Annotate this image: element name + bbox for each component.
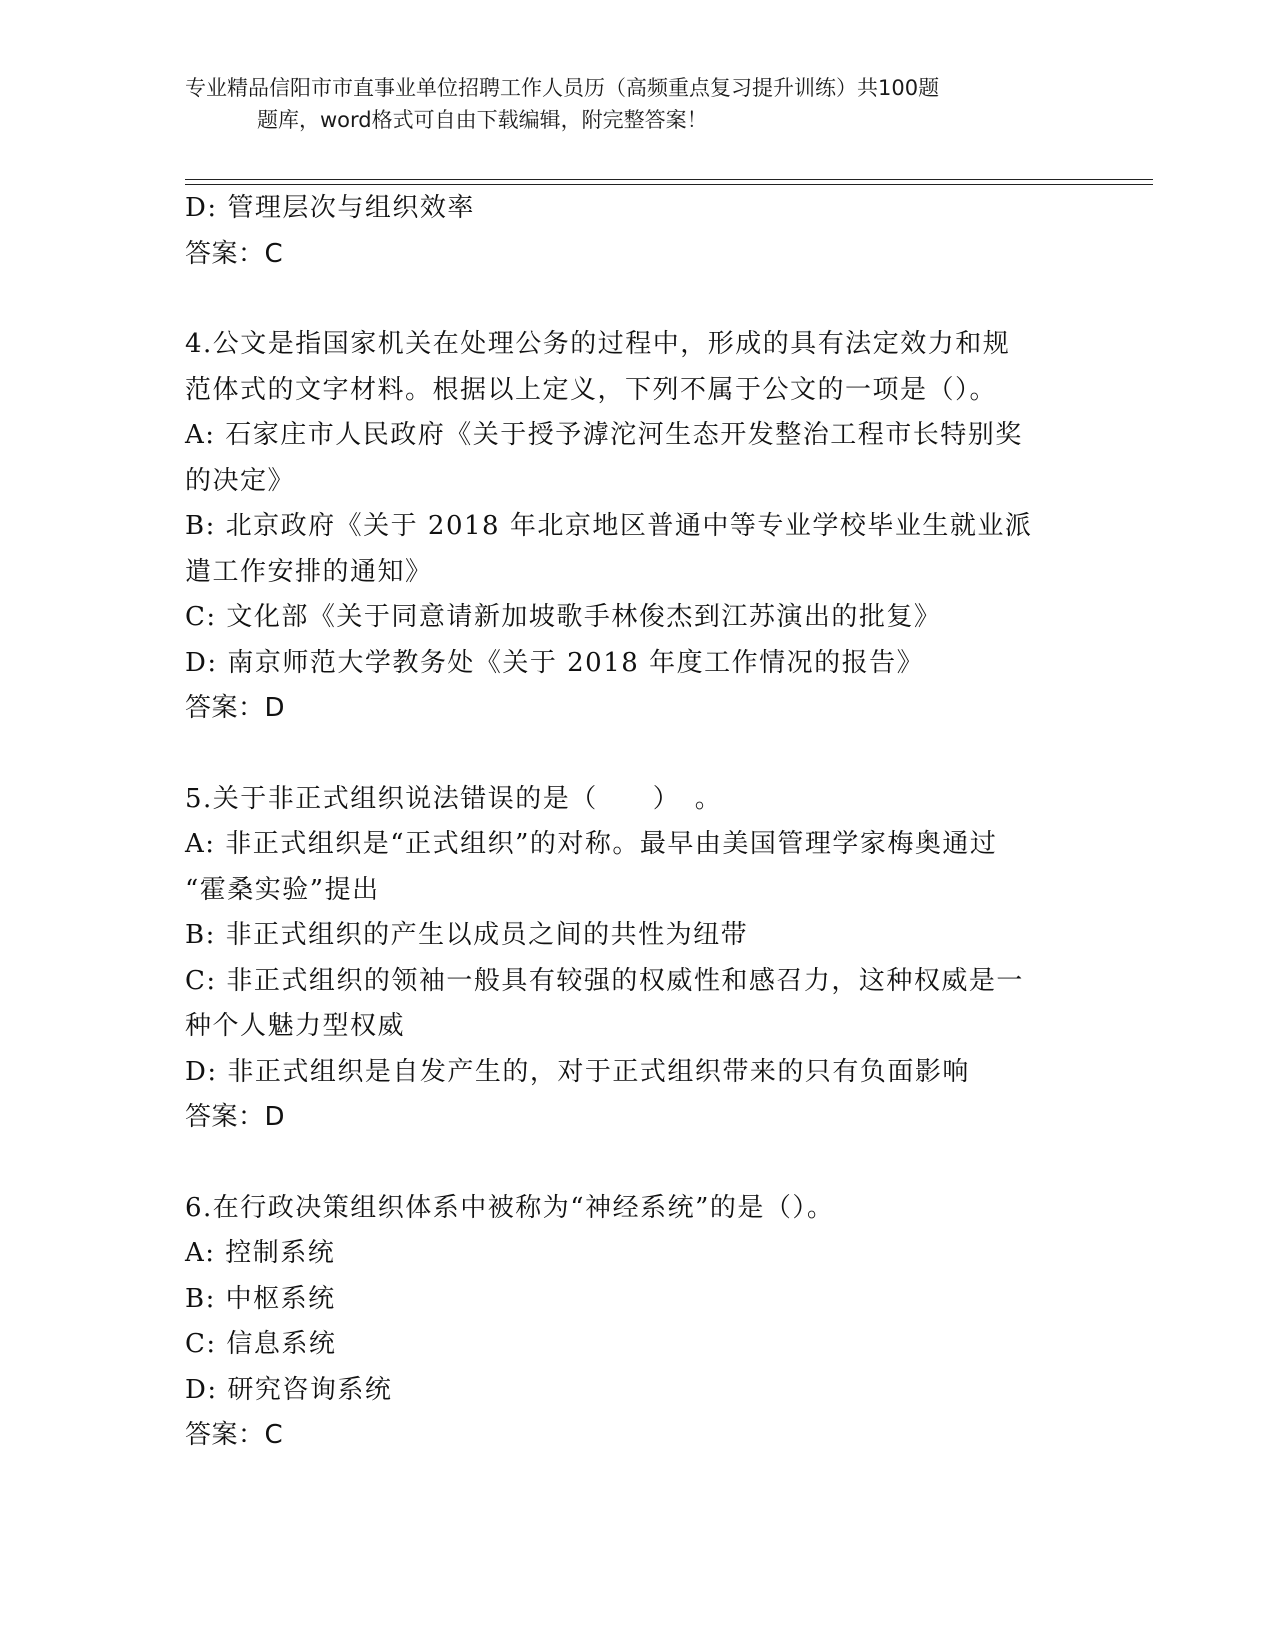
q5-option-a-line1: A: 非正式组织是“正式组织”的对称。最早由美国管理学家梅奥通过 [185,829,998,859]
q5-option-d: D: 非正式组织是自发产生的，对于正式组织带来的只有负面影响 [185,1056,970,1087]
q6-stem: 6.在行政决策组织体系中被称为“神经系统”的是（）。 [185,1192,835,1223]
q4-option-a-line1: A: 石家庄市人民政府《关于授予滹沱河生态开发整治工程市长特别奖 [185,420,1023,450]
document-body [185,186,1085,1459]
prev-answer: 答案：C [185,238,284,269]
q6-answer: 答案：C [185,1420,284,1450]
q5-option-c-line1: C: 非正式组织的领袖一般具有较强的权威性和感召力，这种权威是一 [185,965,1024,996]
q4-stem-line1: 4.公文是指国家机关在处理公务的过程中，形成的具有法定效力和规 [185,329,1011,359]
q4-option-b-line1: B: 北京政府《关于 2018 年北京地区普通中等专业学校毕业生就业派 [185,511,1033,541]
q6-option-b: B: 中枢系统 [185,1283,336,1314]
q5-stem: 5.关于非正式组织说法错误的是（ ） 。 [185,783,723,814]
question-6 [185,1186,1085,1459]
spacer [185,732,1085,777]
q6-option-d: D: 研究咨询系统 [185,1374,393,1405]
question-5 [185,777,1085,1141]
q5-option-b: B: 非正式组织的产生以成员之间的共性为纽带 [185,920,749,950]
q5-option-a-line2: “霍桑实验”提出 [185,874,380,905]
q4-option-b-line2: 遣工作安排的通知》 [185,556,433,587]
q4-option-c: C: 文化部《关于同意请新加坡歌手林俊杰到江苏演出的批复》 [185,602,942,632]
q5-option-c-line2: 种个人魅力型权威 [185,1011,406,1041]
spacer [185,1141,1085,1186]
q6-option-a: A: 控制系统 [185,1238,336,1268]
document-header [185,72,1085,136]
question-4 [185,322,1085,732]
header-rule-bottom [185,184,1153,185]
q4-answer: 答案：D [185,693,286,723]
q5-answer: 答案：D [185,1102,286,1132]
q4-stem-line2: 范体式的文字材料。根据以上定义，下列不属于公文的一项是（）。 [185,374,998,405]
header-title-line2: 题库，word格式可自由下载编辑，附完整答案！ [257,108,708,132]
header-rule-top [185,179,1153,180]
q4-option-a-line2: 的决定》 [185,465,296,496]
spacer [185,277,1085,322]
header-title-line1: 专业精品信阳市市直事业单位招聘工作人员历（高频重点复习提升训练）共100题 [185,76,940,100]
q4-option-d: D: 南京师范大学教务处《关于 2018 年度工作情况的报告》 [185,647,925,678]
prev-option-d: D: 管理层次与组织效率 [185,193,475,223]
q6-option-c: C: 信息系统 [185,1329,337,1359]
